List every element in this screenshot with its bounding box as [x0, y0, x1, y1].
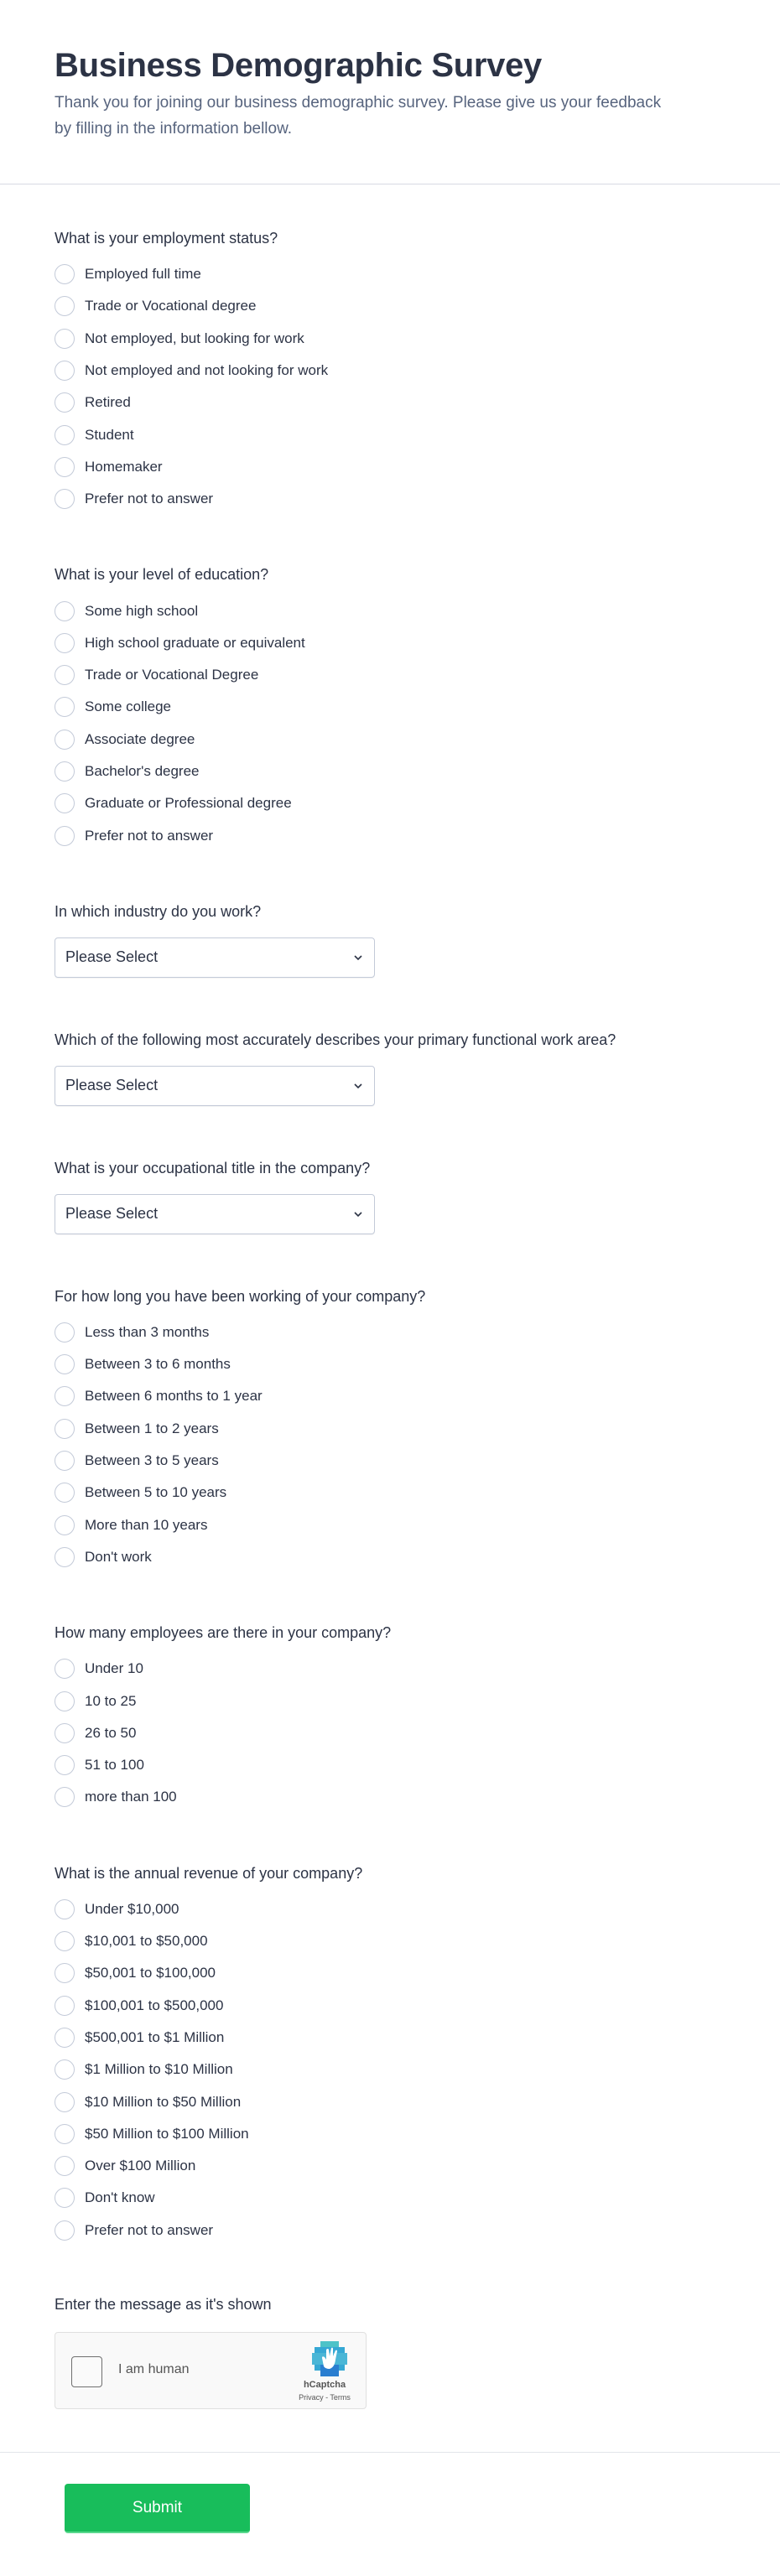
radio-button[interactable]	[55, 1691, 75, 1711]
radio-option[interactable]	[55, 323, 725, 355]
radio-option[interactable]	[55, 2085, 725, 2117]
radio-option-label: Under 10	[85, 1660, 143, 1677]
radio-option-label: $100,001 to $500,000	[85, 1997, 224, 2013]
radio-button[interactable]	[55, 1483, 75, 1503]
radio-button[interactable]	[55, 1996, 75, 2016]
radio-button[interactable]	[55, 2188, 75, 2208]
radio-button[interactable]	[55, 1354, 75, 1374]
radio-option-label: Graduate or Professional degree	[85, 795, 292, 812]
radio-option-label: Don't work	[85, 1548, 152, 1565]
radio-button[interactable]	[55, 2156, 75, 2176]
question-label: How many employees are there in your company?	[55, 1624, 392, 1642]
radio-option-label: Homemaker	[85, 458, 163, 475]
radio-option-label: Between 3 to 6 months	[85, 1356, 231, 1373]
radio-button[interactable]	[55, 425, 75, 445]
captcha-question	[55, 2294, 725, 2409]
radio-option[interactable]	[55, 756, 725, 787]
radio-option[interactable]	[55, 290, 725, 322]
radio-option[interactable]	[55, 1781, 725, 1813]
question-label: For how long you have been working of your company?	[55, 1287, 426, 1305]
question-2	[55, 564, 725, 851]
radio-button[interactable]	[55, 761, 75, 782]
submit-button[interactable]: Submit	[65, 2484, 250, 2533]
radio-option[interactable]	[55, 258, 725, 290]
radio-option[interactable]	[55, 483, 725, 515]
radio-option-label: Some college	[85, 699, 172, 715]
radio-button[interactable]	[55, 1787, 75, 1807]
captcha-brand: hCaptcha	[303, 2379, 346, 2390]
radio-option-label: $10,001 to $50,000	[85, 1933, 208, 1950]
radio-option-label: Not employed, but looking for work	[85, 330, 304, 346]
radio-group	[55, 1317, 725, 1573]
radio-option-label: $50,001 to $100,000	[85, 1965, 216, 1981]
question-4	[55, 1030, 725, 1106]
radio-option-label: Bachelor's degree	[85, 763, 200, 779]
radio-group	[55, 595, 725, 851]
question-1	[55, 228, 725, 515]
radio-button[interactable]	[55, 457, 75, 477]
radio-button[interactable]	[55, 826, 75, 846]
radio-button[interactable]	[55, 1899, 75, 1919]
question-label: In which industry do you work?	[55, 902, 262, 920]
radio-option[interactable]	[55, 1990, 725, 2022]
radio-button[interactable]	[55, 2059, 75, 2080]
question-label: What is your level of education?	[55, 566, 269, 584]
question-6	[55, 1286, 725, 1573]
radio-option[interactable]	[55, 627, 725, 659]
radio-option-label: Prefer not to answer	[85, 491, 214, 507]
radio-button[interactable]	[55, 361, 75, 381]
page-subtitle: Thank you for joining our business demographic survey. Please give us your feedback by filling in the information bellow.	[55, 94, 662, 138]
radio-option[interactable]	[55, 1413, 725, 1445]
radio-option-label: $50 Million to $100 Million	[85, 2125, 249, 2142]
radio-button[interactable]	[55, 264, 75, 284]
radio-option-label: Between 5 to 10 years	[85, 1484, 227, 1501]
radio-option[interactable]	[55, 1445, 725, 1477]
radio-button[interactable]	[55, 2124, 75, 2144]
dropdown-value: Please Select	[65, 1205, 159, 1223]
dropdown-value: Please Select	[65, 948, 159, 966]
radio-option-label: Prefer not to answer	[85, 2221, 214, 2238]
radio-option[interactable]	[55, 2150, 725, 2182]
radio-option[interactable]	[55, 595, 725, 626]
radio-group	[55, 258, 725, 515]
radio-option-label: $1 Million to $10 Million	[85, 2061, 233, 2078]
radio-button[interactable]	[55, 1547, 75, 1567]
radio-option[interactable]	[55, 1380, 725, 1412]
radio-option[interactable]	[55, 387, 725, 418]
question-label: What is the annual revenue of your company?	[55, 1864, 363, 1882]
radio-button[interactable]	[55, 601, 75, 621]
captcha-checkbox[interactable]	[71, 2356, 102, 2387]
radio-button[interactable]	[55, 329, 75, 349]
radio-button[interactable]	[55, 1659, 75, 1679]
radio-option[interactable]	[55, 787, 725, 819]
radio-option-label: Don't know	[85, 2189, 155, 2206]
radio-option[interactable]	[55, 2054, 725, 2085]
radio-button[interactable]	[55, 1322, 75, 1343]
radio-option-label: 26 to 50	[85, 1724, 137, 1741]
radio-option-label: Trade or Vocational degree	[85, 298, 257, 314]
radio-option[interactable]	[55, 1685, 725, 1716]
radio-option[interactable]	[55, 1893, 725, 1925]
radio-option[interactable]	[55, 1541, 725, 1573]
dropdown-value: Please Select	[65, 1077, 159, 1094]
form-footer	[0, 2452, 780, 2576]
radio-option-label: Associate degree	[85, 730, 195, 747]
survey-form	[0, 184, 780, 2409]
radio-button[interactable]	[55, 392, 75, 413]
captcha-privacy-terms-links[interactable]: Privacy - Terms	[299, 2392, 351, 2402]
radio-option-label: High school graduate or equivalent	[85, 634, 305, 651]
question-7	[55, 1623, 725, 1813]
question-8	[55, 1863, 725, 2246]
question-5	[55, 1158, 725, 1234]
radio-button[interactable]	[55, 2092, 75, 2112]
radio-option[interactable]	[55, 418, 725, 450]
radio-button[interactable]	[55, 1419, 75, 1439]
radio-option-label: $500,001 to $1 Million	[85, 2028, 225, 2045]
chevron-down-icon	[352, 952, 364, 963]
radio-option-label: Under $10,000	[85, 1900, 179, 1917]
radio-option-label: Between 6 months to 1 year	[85, 1388, 263, 1405]
radio-button[interactable]	[55, 793, 75, 813]
radio-button[interactable]	[55, 1451, 75, 1471]
question-label: Which of the following most accurately describes your primary functional work area?	[55, 1031, 616, 1048]
radio-option-label: 51 to 100	[85, 1757, 144, 1774]
radio-button[interactable]	[55, 1723, 75, 1743]
question-3	[55, 901, 725, 978]
radio-button[interactable]	[55, 1931, 75, 1951]
radio-option[interactable]	[55, 1749, 725, 1781]
radio-option[interactable]	[55, 819, 725, 851]
radio-option-label: Employed full time	[85, 266, 201, 283]
dropdown-select[interactable]	[55, 1194, 375, 1234]
radio-option-label: Between 3 to 5 years	[85, 1452, 219, 1469]
radio-option[interactable]	[55, 724, 725, 756]
radio-option-label: Not employed and not looking for work	[85, 362, 329, 379]
radio-option[interactable]	[55, 1317, 725, 1348]
radio-group	[55, 1653, 725, 1813]
radio-option[interactable]	[55, 659, 725, 691]
radio-button[interactable]	[55, 697, 75, 717]
dropdown-select[interactable]	[55, 937, 375, 978]
captcha-label: Enter the message as it's shown	[55, 2295, 272, 2313]
hcaptcha-logo-icon	[312, 2341, 347, 2376]
radio-button[interactable]	[55, 730, 75, 750]
radio-option[interactable]	[55, 1477, 725, 1509]
radio-option[interactable]	[55, 1717, 725, 1749]
radio-option-label: Over $100 Million	[85, 2158, 196, 2174]
radio-option[interactable]	[55, 1925, 725, 1957]
radio-button[interactable]	[55, 296, 75, 316]
radio-option[interactable]	[55, 2215, 725, 2246]
radio-option[interactable]	[55, 1509, 725, 1541]
radio-option[interactable]	[55, 2182, 725, 2214]
radio-button[interactable]	[55, 2028, 75, 2048]
question-label: What is your employment status?	[55, 230, 278, 247]
radio-button[interactable]	[55, 633, 75, 653]
radio-option-label: Prefer not to answer	[85, 827, 214, 844]
radio-option[interactable]	[55, 1653, 725, 1685]
radio-button[interactable]	[55, 1755, 75, 1775]
radio-option[interactable]	[55, 355, 725, 387]
radio-option[interactable]	[55, 451, 725, 483]
radio-button[interactable]	[55, 489, 75, 509]
radio-button[interactable]	[55, 665, 75, 685]
radio-option-label: Trade or Vocational Degree	[85, 667, 259, 683]
radio-option-label: More than 10 years	[85, 1516, 208, 1533]
radio-option-label: Between 1 to 2 years	[85, 1420, 219, 1436]
radio-option[interactable]	[55, 1957, 725, 1989]
radio-button[interactable]	[55, 1963, 75, 1983]
radio-button[interactable]	[55, 1386, 75, 1406]
radio-option-label: Student	[85, 426, 134, 443]
chevron-down-icon	[352, 1208, 364, 1220]
radio-option-label: more than 100	[85, 1789, 177, 1805]
radio-option[interactable]	[55, 2118, 725, 2150]
radio-button[interactable]	[55, 1515, 75, 1535]
question-list	[55, 228, 725, 2246]
question-label: What is your occupational title in the company?	[55, 1159, 371, 1176]
dropdown-select[interactable]	[55, 1066, 375, 1106]
radio-option-label: Less than 3 months	[85, 1323, 210, 1340]
page-title: Business Demographic Survey	[55, 47, 543, 84]
radio-option-label: Some high school	[85, 602, 199, 619]
radio-button[interactable]	[55, 2220, 75, 2241]
form-header	[0, 0, 780, 184]
radio-option-label: Retired	[85, 394, 131, 411]
chevron-down-icon	[352, 1080, 364, 1092]
radio-option[interactable]	[55, 1348, 725, 1380]
radio-option[interactable]	[55, 2022, 725, 2054]
radio-option-label: $10 Million to $50 Million	[85, 2093, 242, 2110]
hcaptcha-widget	[55, 2332, 367, 2409]
radio-group	[55, 1893, 725, 2246]
captcha-checkbox-label: I am human	[118, 2361, 190, 2376]
radio-option-label: 10 to 25	[85, 1692, 137, 1709]
radio-option[interactable]	[55, 691, 725, 723]
